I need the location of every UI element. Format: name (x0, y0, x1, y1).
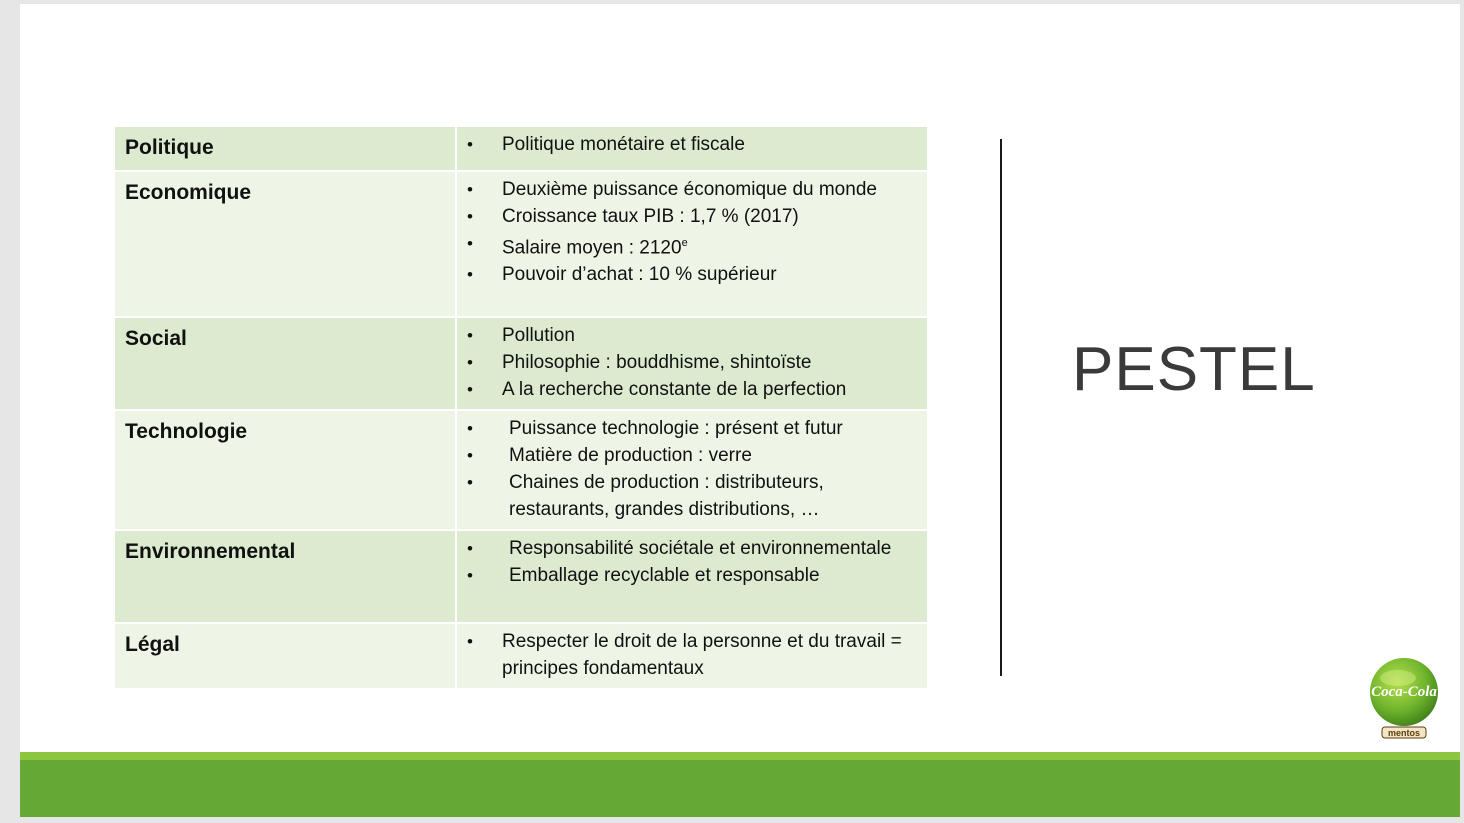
bullet-list (457, 127, 927, 158)
pestel-table (113, 125, 929, 690)
list-item: • A la recherche constante de la perfection (467, 376, 921, 403)
table-row-environnemental (114, 530, 928, 623)
category-label: Social (125, 327, 187, 350)
salary-suffix: e (681, 237, 688, 249)
bullet-list (457, 172, 927, 288)
list-item: • Responsabilité sociétale et environnementale (467, 535, 921, 562)
footer-band-light (20, 752, 1460, 760)
category-label: Economique (125, 181, 252, 204)
table-row-social (114, 317, 928, 410)
vertical-divider (1000, 139, 1002, 676)
items-cell (456, 317, 928, 410)
bullet-list (457, 411, 927, 523)
items-cell (456, 530, 928, 623)
slide-title: PESTEL (1072, 335, 1316, 404)
category-cell (114, 530, 456, 623)
list-item: • Pollution (467, 322, 921, 349)
list-item: • Croissance taux PIB : 1,7 % (2017) (467, 203, 921, 230)
list-item: • Deuxième puissance économique du monde (467, 176, 921, 203)
category-cell (114, 623, 456, 689)
category-cell (114, 126, 456, 171)
category-cell (114, 171, 456, 317)
bullet-list (457, 318, 927, 403)
list-item: • Pouvoir d’achat : 10 % supérieur (467, 261, 921, 288)
table-row-technologie (114, 410, 928, 530)
list-item: • Emballage recyclable et responsable (467, 562, 921, 589)
items-cell (456, 126, 928, 171)
bullet-list (457, 624, 927, 682)
list-item: • Chaines de production : distributeurs, restaurants, grandes distributions, … (467, 469, 921, 523)
category-label: Environnemental (125, 540, 296, 563)
list-item: • Politique monétaire et fiscale (467, 131, 921, 158)
salary-text: Salaire moyen : 2120 (502, 237, 682, 259)
category-label: Légal (125, 633, 180, 656)
category-cell (114, 410, 456, 530)
items-cell (456, 623, 928, 689)
list-item: • Matière de production : verre (467, 442, 921, 469)
table-row-politique (114, 126, 928, 171)
items-cell (456, 171, 928, 317)
svg-text:mentos: mentos (1387, 728, 1421, 738)
bullet-list (457, 531, 927, 589)
coca-cola-mentos-logo (1368, 656, 1440, 742)
svg-text:Coca-Cola: Coca-Cola (1371, 684, 1437, 700)
footer-band-dark (20, 760, 1460, 817)
list-item: • Puissance technologie : présent et futur (467, 415, 921, 442)
list-item: • Respecter le droit de la personne et du travail = principes fondamentaux (467, 628, 921, 682)
category-label: Politique (125, 136, 214, 159)
category-label: Technologie (125, 420, 248, 443)
items-cell (456, 410, 928, 530)
slide (20, 4, 1460, 817)
list-item (467, 230, 921, 261)
table-row-legal (114, 623, 928, 689)
table-row-economique (114, 171, 928, 317)
category-cell (114, 317, 456, 410)
list-item: • Philosophie : bouddhisme, shintoïste (467, 349, 921, 376)
